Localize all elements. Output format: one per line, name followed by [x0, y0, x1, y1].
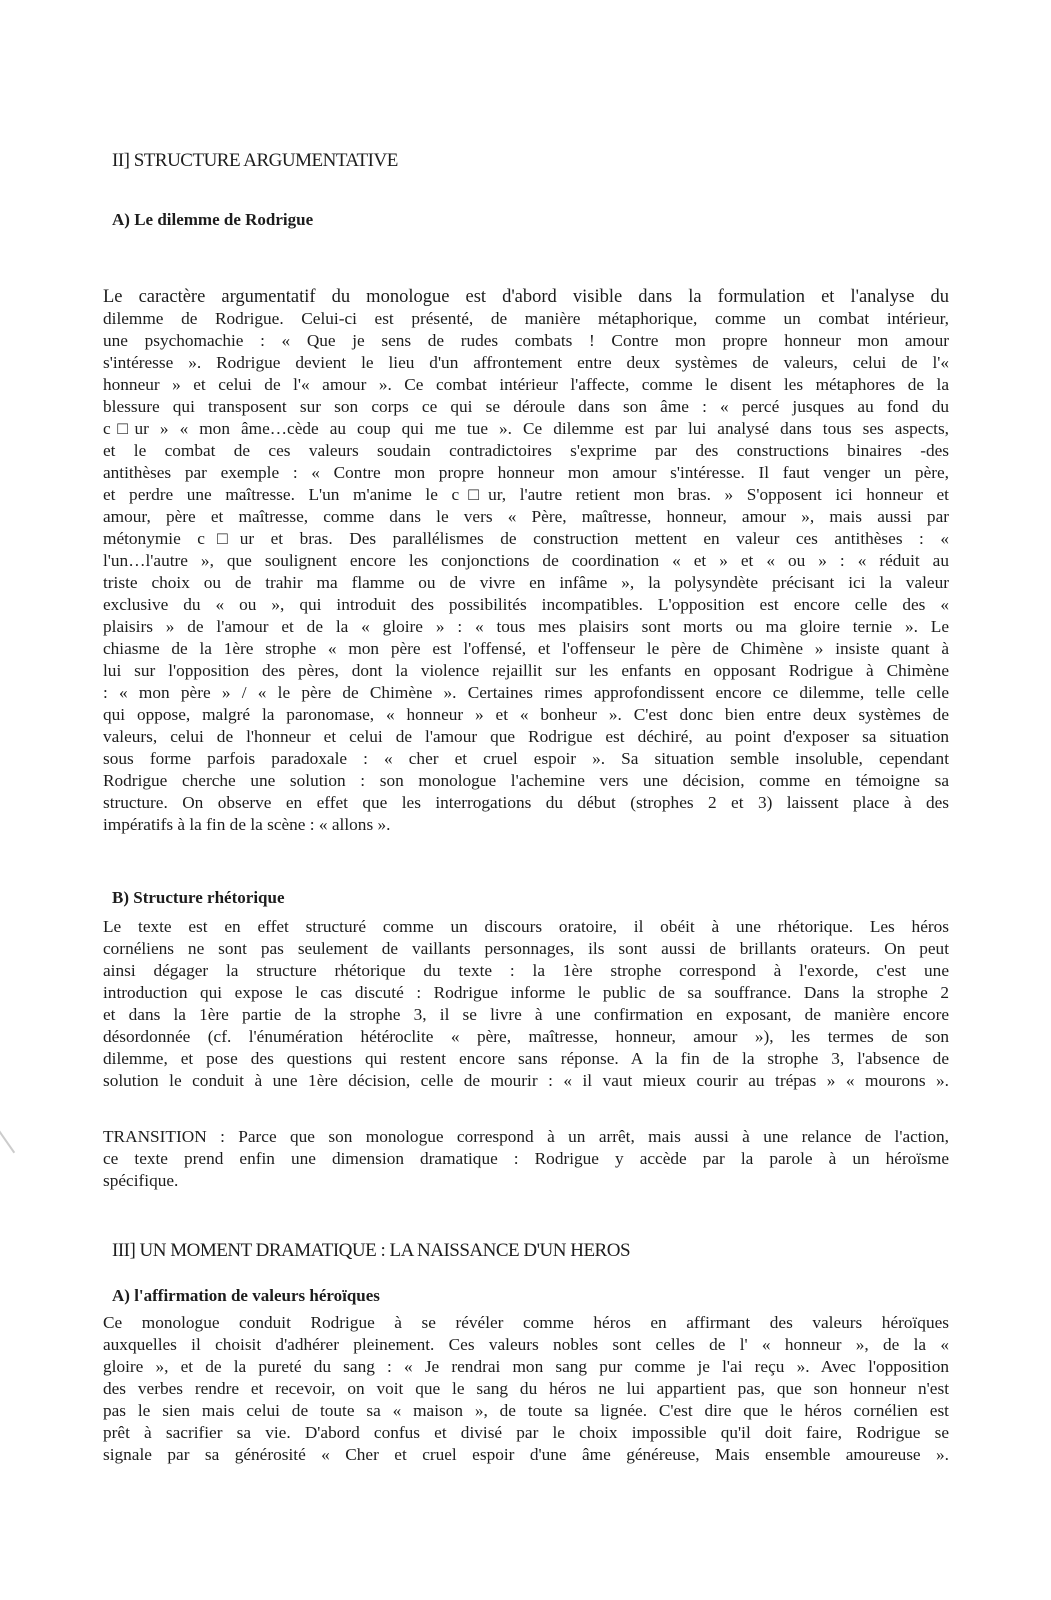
text-line: dilemme de Rodrigue. Celui-ci est présenté, de manière métaphorique, comme un combat intérieur,	[103, 309, 949, 328]
text-line: valeurs, celui de l'honneur et celui de l'amour que Rodrigue est déchiré, au point d'exposer sa situation	[103, 727, 949, 746]
text-line: gloire », et de la pureté du sang : « Je rendrai mon sang pur comme je l'ai reçu ». Avec l'opposition	[103, 1357, 949, 1376]
subsection-2b-heading: B) Structure rhétorique	[112, 888, 285, 907]
text-line: spécifique.	[103, 1171, 179, 1190]
text-line: triste choix ou de trahir ma flamme ou de vivre en infâme », la polysyndète précisant ici la valeur	[103, 573, 949, 592]
text-line: et perdre une maîtresse. L'un m'anime le c□ur, l'autre retient mon bras. » S'opposent ici honneur et	[103, 485, 949, 504]
text-line: ainsi dégager la structure rhétorique du texte : la 1ère strophe correspond à l'exorde, c'est une	[103, 961, 949, 980]
paragraph-rhetorique	[103, 916, 949, 1092]
text-line: Le caractère argumentatif du monologue est d'abord visible dans la formulation et l'analyse du	[103, 287, 949, 307]
text-line: prêt à sacrifier sa vie. D'abord confus et divisé par le choix impossible qu'il doit faire, Rodrigue se	[103, 1423, 949, 1442]
text-line: dilemme, et pose des questions qui restent encore sans réponse. A la fin de la strophe 3, l'absence de	[103, 1049, 949, 1068]
text-line: une psychomachie : « Que je sens de rudes combats ! Contre mon propre honneur mon amour	[103, 331, 949, 350]
text-line: et le combat de ces valeurs soudain contradictoires s'exprime par des constructions binaires -des	[103, 441, 949, 460]
text-line: désordonnée (cf. l'énumération hétéroclite « père, maîtresse, honneur, amour »), les termes de son	[103, 1027, 949, 1046]
text-line: honneur » et celui de l'« amour ». Ce combat intérieur l'affecte, comme le disent les métaphores de la	[103, 375, 949, 394]
text-line: l'un…l'autre », que soulignent encore les conjonctions de coordination « et » et « ou » : « réduit au	[103, 551, 949, 570]
scan-artifact	[0, 1123, 15, 1154]
text-line: exclusive du « ou », qui introduit des possibilités incompatibles. L'opposition est encore celle des «	[103, 595, 949, 614]
text-line: impératifs à la fin de la scène : « allons ».	[103, 815, 391, 834]
text-line: structure. On observe en effet que les interrogations du début (strophes 2 et 3) laissent place à des	[103, 793, 949, 812]
text-line: introduction qui expose le cas discuté : Rodrigue informe le public de sa souffrance. Dans la strophe 2	[103, 983, 949, 1002]
paragraph-transition	[103, 1126, 949, 1192]
subsection-2a-heading: A) Le dilemme de Rodrigue	[112, 210, 314, 229]
text-line: blessure qui transposent sur son corps ce qui se déroule dans son âme : « percé jusques au fond du	[103, 397, 949, 416]
text-line: antithèses par exemple : « Contre mon propre honneur mon amour s'intéresse. Il faut venger un père,	[103, 463, 949, 482]
text-line: Rodrigue cherche une solution : son monologue l'achemine vers une décision, comme en témoigne sa	[103, 771, 949, 790]
text-line: sous forme parfois paradoxale : « cher et cruel espoir ». Sa situation semble insoluble, cependant	[103, 749, 949, 768]
text-line: des verbes rendre et recevoir, on voit que le sang du héros ne lui appartient pas, que son honneur n'est	[103, 1379, 949, 1398]
text-line: ce texte prend enfin une dimension dramatique : Rodrigue y accède par la parole à un héroïsme	[103, 1149, 949, 1168]
text-line: amour, père et maîtresse, comme dans le vers « Père, maîtresse, honneur, amour », mais aussi par	[103, 507, 949, 526]
section-2-title: II] STRUCTURE ARGUMENTATIVE	[112, 150, 398, 171]
text-line: : « mon père » / « le père de Chimène ». Certaines rimes approfondissent encore ce dilemme, telle celle	[103, 683, 949, 702]
text-line: cornéliens ne sont pas seulement de vaillants personnages, ils sont aussi de brillants orateurs. On peut	[103, 939, 949, 958]
text-line: auxquelles il choisit d'adhérer pleinement. Ces valeurs nobles sont celles de l' « honneur », de la «	[103, 1335, 949, 1354]
text-line: qui oppose, malgré la paronomase, « honneur » et « bonheur ». C'est donc bien entre deux systèmes de	[103, 705, 949, 724]
subsection-3a-heading: A) l'affirmation de valeurs héroïques	[112, 1286, 380, 1305]
text-line: signale par sa générosité « Cher et cruel espoir d'une âme généreuse, Mais ensemble amoureuse ».	[103, 1445, 949, 1464]
text-line: plaisirs » de l'amour et de la « gloire » : « tous mes plaisirs sont morts ou ma gloire ternie ». Le	[103, 617, 949, 636]
text-line: et dans la 1ère partie de la strophe 3, il se livre à une confirmation en exposant, de manière encore	[103, 1005, 949, 1024]
text-line: métonymie c□ur et bras. Des parallélismes de construction mettent en valeur ces antithèses : «	[103, 529, 949, 548]
text-line: lui sur l'opposition des pères, dont la violence rejaillit sur les enfants en opposant Rodrigue à Chimène	[103, 661, 949, 680]
text-line: chiasme de la 1ère strophe « mon père est l'offensé, et l'offenseur le père de Chimène » insiste quant à	[103, 639, 949, 658]
section-3-title: III] UN MOMENT DRAMATIQUE : LA NAISSANCE D'UN HEROS	[112, 1240, 631, 1261]
paragraph-valeurs-heroiques	[103, 1312, 949, 1466]
text-line: pas le sien mais celui de toute sa « maison », de toute sa lignée. C'est dire que le héros cornélien est	[103, 1401, 949, 1420]
text-line: solution le conduit à une 1ère décision, celle de mourir : « il vaut mieux courir au trépas » « mourons ».	[103, 1071, 949, 1090]
text-line: TRANSITION : Parce que son monologue correspond à un arrêt, mais aussi à une relance de l'action,	[103, 1127, 949, 1146]
paragraph-dilemme	[103, 286, 949, 836]
text-line: c□ur » « mon âme…cède au coup qui me tue ». Ce dilemme est par lui analysé dans tous ses aspects,	[103, 419, 949, 438]
text-line: Ce monologue conduit Rodrigue à se révéler comme héros en affirmant des valeurs héroïques	[103, 1313, 949, 1332]
text-line: Le texte est en effet structuré comme un discours oratoire, il obéit à une rhétorique. Les héros	[103, 917, 949, 936]
text-line: s'intéresse ». Rodrigue devient le lieu d'un affrontement entre deux systèmes de valeurs, celui de l'«	[103, 353, 949, 372]
